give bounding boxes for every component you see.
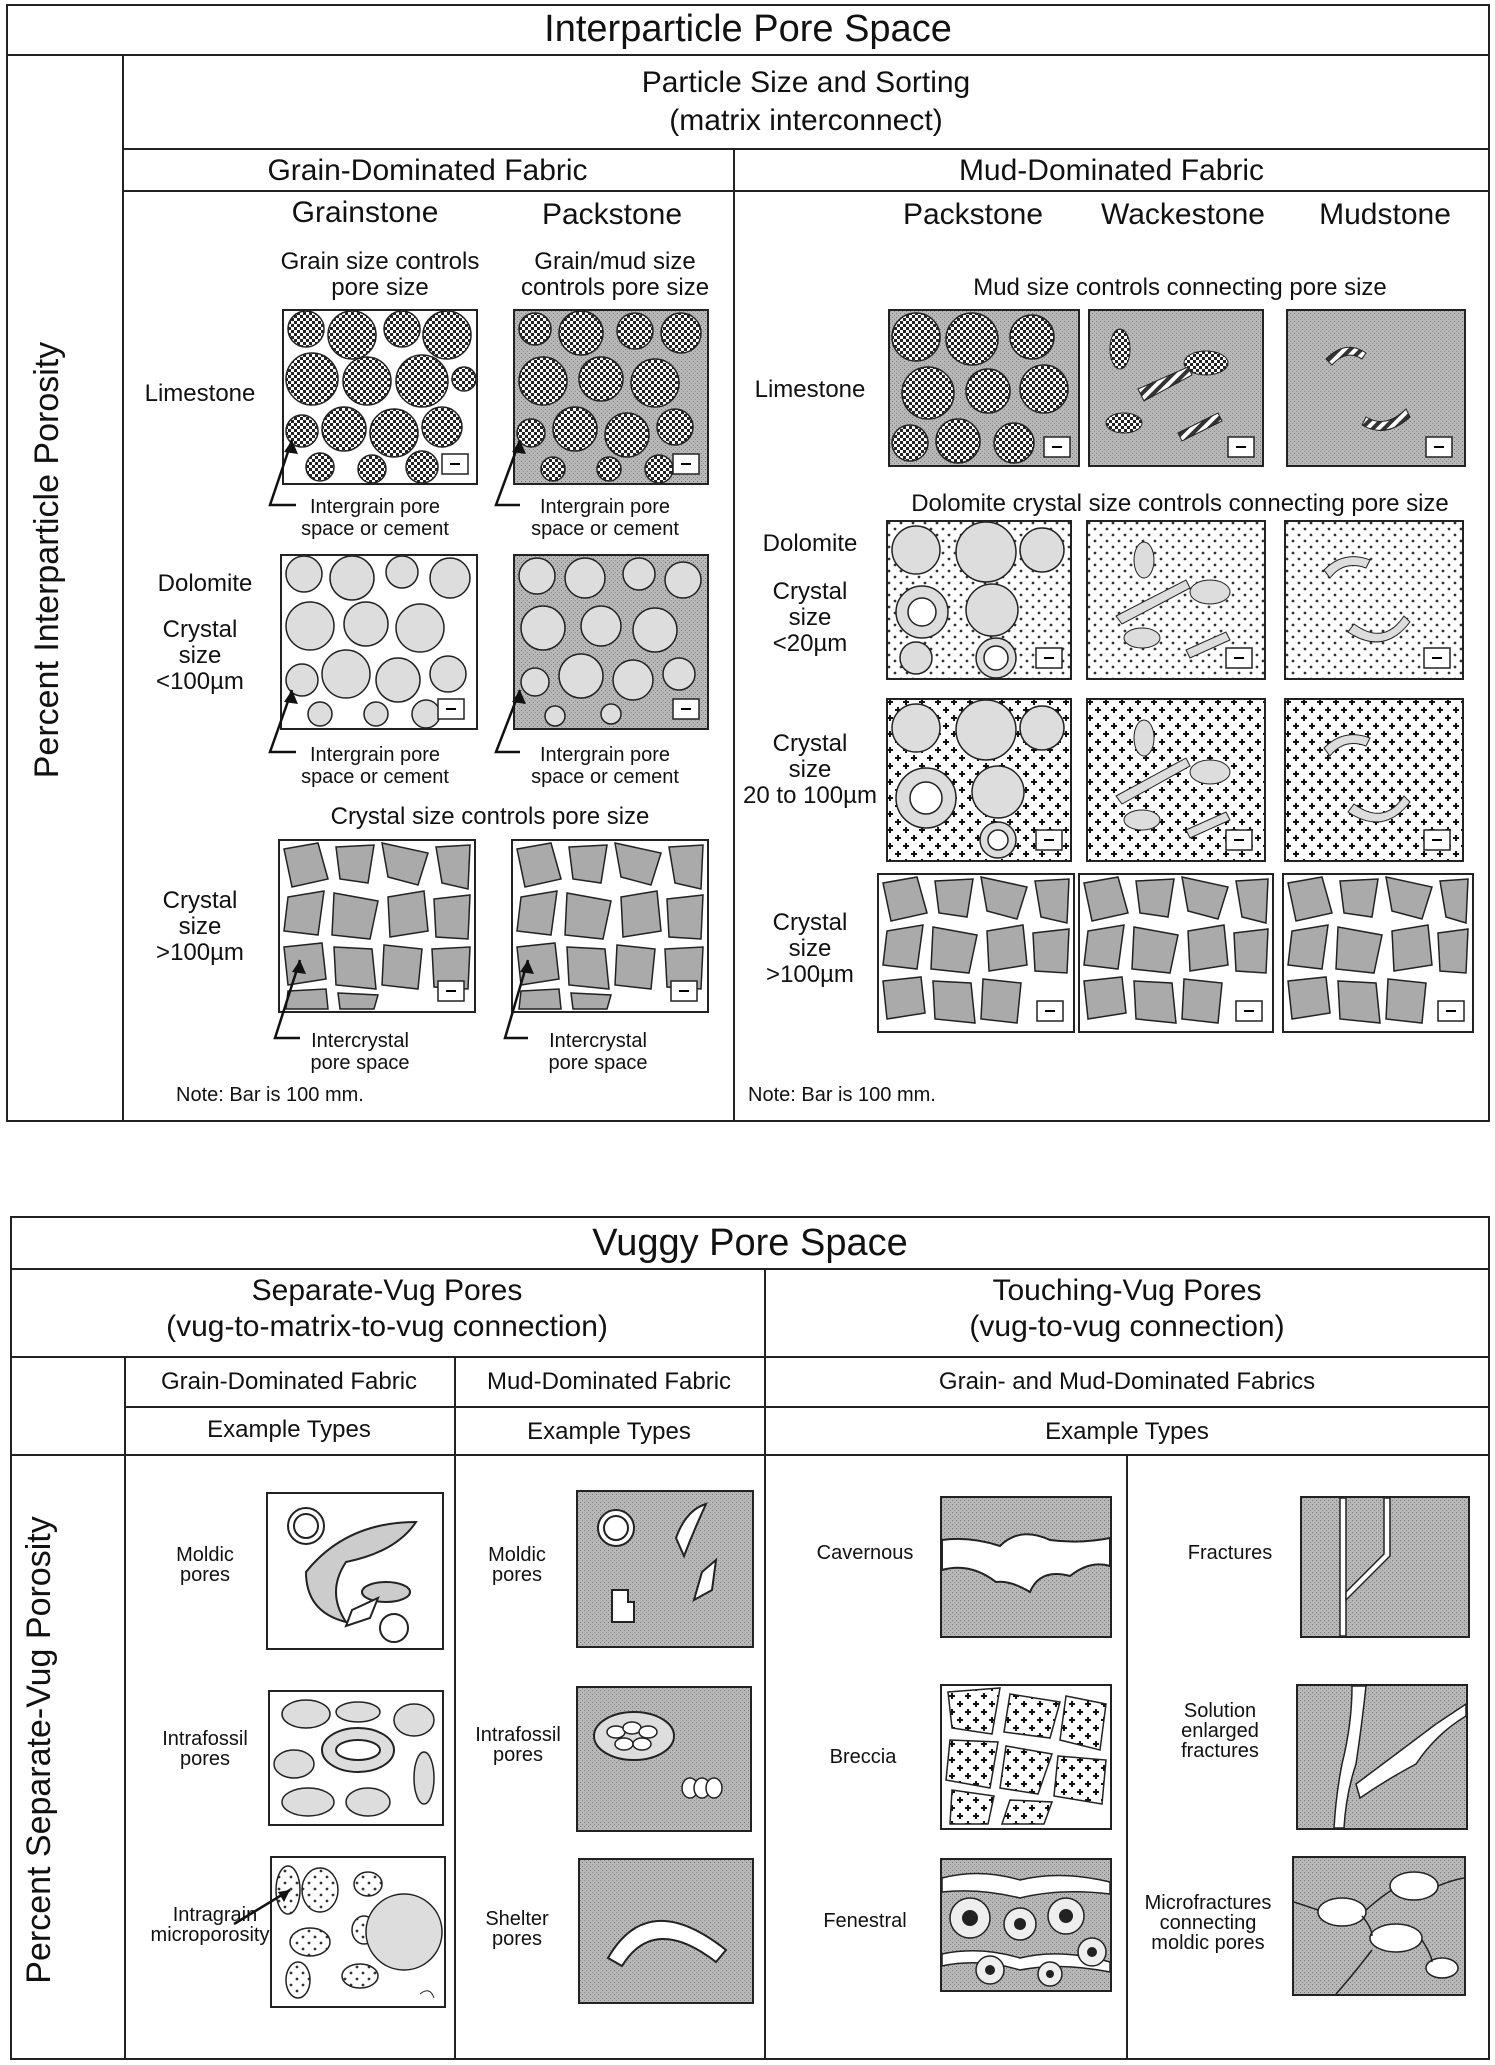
shelter-image: [578, 1858, 754, 2004]
breccia-image: [940, 1684, 1112, 1830]
crystal-gt100-1: Crystal: [162, 887, 238, 914]
packstone-dolomite-lt20-image: [886, 520, 1072, 680]
wackestone-limestone-image: [1088, 309, 1264, 467]
shelter-label-1: Shelter: [485, 1908, 549, 1930]
fractures-image: [1300, 1496, 1470, 1638]
intrafossil-label-grain-2: pores: [179, 1748, 231, 1770]
moldic-label-grain-2: pores: [179, 1564, 231, 1586]
divider: [733, 148, 735, 1122]
intergrain-label-1b: space or cement: [301, 518, 449, 540]
particle-size-header: Particle Size and Sorting: [641, 66, 971, 99]
divider: [124, 1356, 126, 2060]
note-grain: Note: Bar is 100 mm.: [176, 1084, 364, 1106]
grainstone-note-1: Grain size controls: [280, 248, 480, 275]
intergrain-label-4b: space or cement: [531, 766, 679, 788]
col-mudstone: Mudstone: [1319, 198, 1451, 231]
vuggy-y-axis-label: Percent Separate-Vug Porosity: [20, 1516, 58, 1984]
intragrain-label-2: microporosity: [150, 1924, 270, 1946]
intrafossil-label-grain-1: Intrafossil: [162, 1728, 248, 1750]
crystal-lt20-3: <20µm: [772, 630, 848, 657]
separate-vug-subheader: (vug-to-matrix-to-vug connection): [166, 1310, 608, 1343]
solution-label-3: fractures: [1181, 1740, 1259, 1762]
packstone-note-2: controls pore size: [520, 274, 710, 301]
divider: [454, 1356, 456, 2060]
mud-note: Mud size controls connecting pore size: [973, 274, 1387, 301]
moldic-label-mud-1: Moldic: [488, 1544, 546, 1566]
shelter-label-2: pores: [491, 1928, 543, 1950]
cavernous-image: [940, 1496, 1112, 1638]
col-packstone-grain: Packstone: [541, 198, 683, 231]
wackestone-dolomite-lt20-image: [1086, 520, 1266, 680]
col-grainstone: Grainstone: [291, 196, 439, 229]
micro-label-2: connecting: [1159, 1912, 1257, 1934]
mudstone-dolomite-20-100-image: [1284, 698, 1464, 862]
col-packstone-mud: Packstone: [902, 198, 1044, 231]
divider: [122, 190, 1490, 192]
intrafossil-grain-image: [268, 1690, 444, 1826]
fractures-label: Fractures: [1187, 1542, 1273, 1564]
crystal-20-100-3: 20 to 100µm: [743, 782, 877, 809]
crystal-gt100-3: >100µm: [156, 939, 244, 966]
packstone-limestone-grain-image: [513, 309, 709, 485]
intergrain-label-3a: Intergrain pore: [309, 744, 441, 766]
crystal-lt100-2: size: [178, 642, 222, 669]
crystal-gt100-2: size: [178, 913, 222, 940]
intragrain-arrow: [230, 1880, 310, 1930]
intergrain-label-4a: Intergrain pore: [539, 744, 671, 766]
particle-size-subheader: (matrix interconnect): [669, 104, 943, 137]
mud-fabric-header: Mud-Dominated Fabric: [958, 154, 1265, 187]
example-types-3: Example Types: [1045, 1418, 1209, 1445]
moldic-grain-image: [266, 1492, 444, 1650]
row-limestone-mud: Limestone: [754, 376, 866, 403]
grainstone-dolomite-image: [280, 554, 478, 730]
intercrystal-label-1b: pore space: [310, 1052, 410, 1074]
separate-vug-header: Separate-Vug Pores: [251, 1274, 523, 1307]
cavernous-label: Cavernous: [816, 1542, 914, 1564]
grainstone-note-2: pore size: [331, 274, 429, 301]
interparticle-title: Interparticle Pore Space: [544, 8, 952, 50]
fenestral-image: [940, 1858, 1112, 1992]
crystal-gt100m-1: Crystal: [772, 909, 848, 936]
grainstone-crystal-gt100-image: [278, 839, 476, 1013]
interparticle-y-axis-label: Percent Interparticle Porosity: [28, 341, 66, 779]
intergrain-label-3b: space or cement: [301, 766, 449, 788]
crystal-20-100-2: size: [788, 756, 832, 783]
crystal-lt20-2: size: [788, 604, 832, 631]
vug-both-fabric: Grain- and Mud-Dominated Fabrics: [938, 1368, 1316, 1395]
crystal-gt100m-2: size: [788, 935, 832, 962]
crystal-lt20-1: Crystal: [772, 578, 848, 605]
packstone-limestone-mud-image: [888, 309, 1080, 467]
intercrystal-label-1a: Intercrystal: [311, 1030, 409, 1052]
solution-label-1: Solution: [1183, 1700, 1257, 1722]
intrafossil-mud-image: [576, 1686, 752, 1832]
microfractures-image: [1292, 1856, 1466, 1996]
divider: [10, 1356, 1490, 1358]
crystal-20-100-1: Crystal: [772, 730, 848, 757]
intergrain-label-1a: Intergrain pore: [309, 496, 441, 518]
vug-grain-fabric: Grain-Dominated Fabric: [160, 1368, 418, 1395]
divider: [122, 54, 124, 1122]
intragrain-label-1: Intragrain: [172, 1904, 258, 1926]
intrafossil-label-mud-1: Intrafossil: [475, 1724, 561, 1746]
touching-vug-header: Touching-Vug Pores: [992, 1274, 1262, 1307]
divider: [122, 148, 1490, 150]
divider: [10, 1268, 1490, 1270]
divider: [124, 1406, 1490, 1408]
intergrain-label-2b: space or cement: [531, 518, 679, 540]
divider: [10, 1454, 1490, 1456]
moldic-label-mud-2: pores: [491, 1564, 543, 1586]
solution-label-2: enlarged: [1181, 1720, 1259, 1742]
crystal-gt100m-3: >100µm: [766, 961, 854, 988]
packstone-dolomite-grain-image: [513, 554, 709, 730]
mudstone-crystal-gt100-image: [1282, 873, 1474, 1033]
grain-fabric-header: Grain-Dominated Fabric: [267, 154, 588, 187]
micro-label-1: Microfractures: [1144, 1892, 1272, 1914]
intergrain-label-2a: Intergrain pore: [539, 496, 671, 518]
packstone-note-1: Grain/mud size: [534, 248, 696, 275]
example-types-1: Example Types: [207, 1416, 371, 1443]
intercrystal-label-2a: Intercrystal: [549, 1030, 647, 1052]
dolomite-note: Dolomite crystal size controls connecting pore size: [911, 490, 1449, 517]
intrafossil-label-mud-2: pores: [492, 1744, 544, 1766]
example-types-2: Example Types: [527, 1418, 691, 1445]
divider: [6, 54, 1490, 56]
row-limestone-grain: Limestone: [144, 380, 256, 407]
intercrystal-label-2b: pore space: [548, 1052, 648, 1074]
vug-mud-fabric: Mud-Dominated Fabric: [486, 1368, 732, 1395]
packstone-crystal-gt100-image: [511, 839, 709, 1013]
micro-label-3: moldic pores: [1151, 1932, 1265, 1954]
crystal-lt100-1: Crystal: [162, 616, 238, 643]
moldic-label-grain-1: Moldic: [176, 1544, 234, 1566]
packstone-dolomite-20-100-image: [886, 698, 1072, 862]
grainstone-limestone-image: [282, 309, 478, 485]
wackestone-dolomite-20-100-image: [1086, 698, 1266, 862]
fenestral-label: Fenestral: [823, 1910, 907, 1932]
mudstone-dolomite-lt20-image: [1284, 520, 1464, 680]
touching-vug-subheader: (vug-to-vug connection): [969, 1310, 1285, 1343]
crystal-lt100-3: <100µm: [156, 668, 244, 695]
solution-fractures-image: [1296, 1684, 1468, 1830]
breccia-label: Breccia: [829, 1746, 897, 1768]
note-mud: Note: Bar is 100 mm.: [748, 1084, 936, 1106]
intragrain-image: [270, 1856, 446, 2008]
moldic-mud-image: [576, 1490, 754, 1648]
row-dolomite-grain: Dolomite: [157, 570, 253, 597]
row-dolomite-mud: Dolomite: [762, 530, 858, 557]
divider: [1126, 1454, 1128, 2060]
crystal-note: Crystal size controls pore size: [330, 803, 650, 830]
vuggy-title: Vuggy Pore Space: [592, 1222, 908, 1264]
mudstone-limestone-image: [1286, 309, 1466, 467]
wackestone-crystal-gt100-image: [1078, 873, 1274, 1033]
packstone-crystal-gt100-mud-image: [877, 873, 1075, 1033]
col-wackestone: Wackestone: [1101, 198, 1265, 231]
